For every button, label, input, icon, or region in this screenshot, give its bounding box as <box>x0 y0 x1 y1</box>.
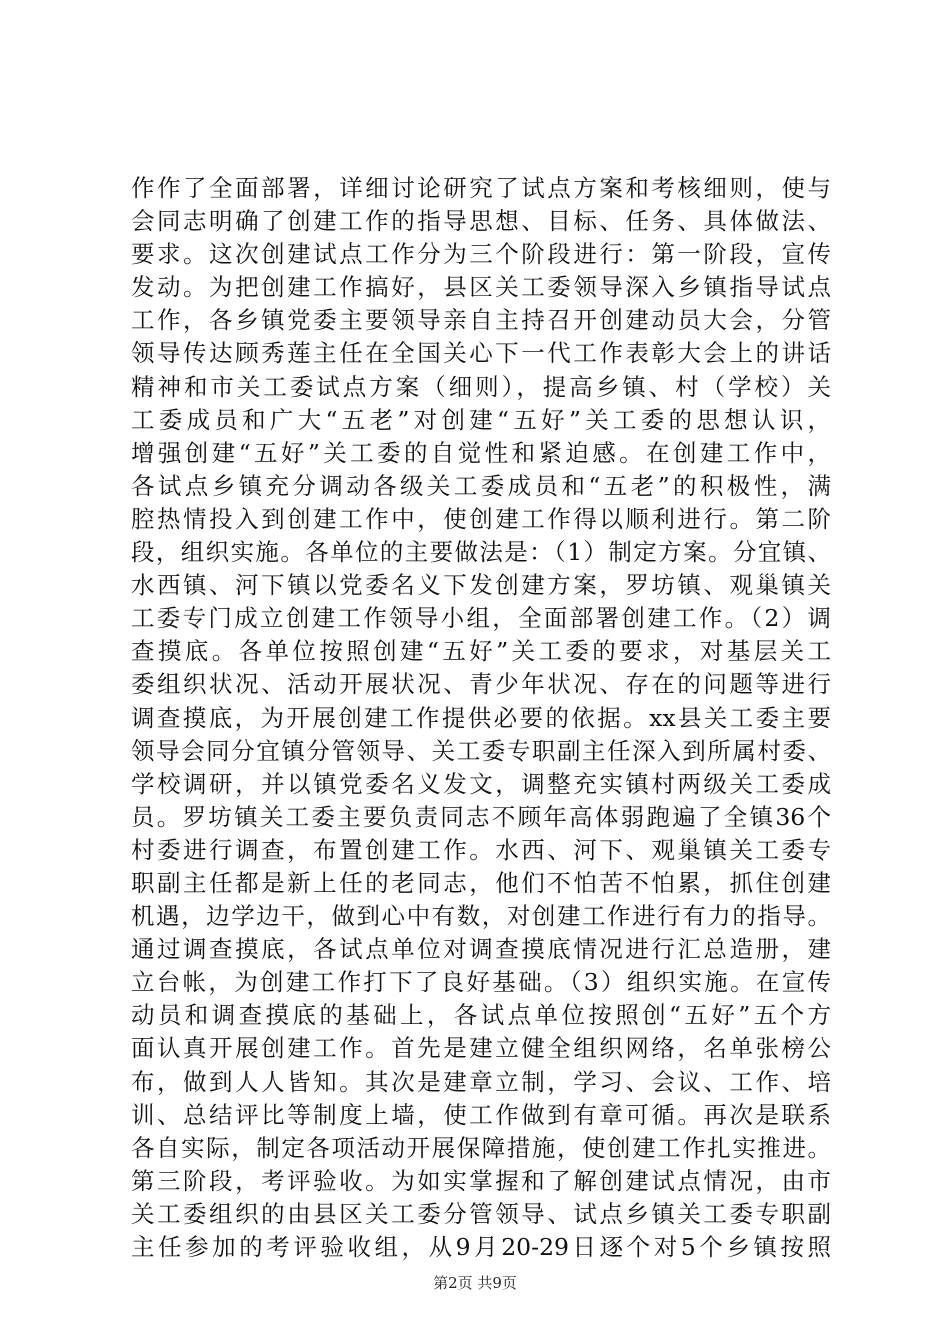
text-line: 机遇，边学边干，做到心中有数，对创建工作进行有力的指导。 <box>131 902 831 931</box>
text-line: 训、总结评比等制度上墙，使工作做到有章可循。再次是联系 <box>131 1100 831 1129</box>
text-line: 布，做到人人皆知。其次是建章立制，学习、会议、工作、培 <box>131 1067 831 1096</box>
text-line: 各试点乡镇充分调动各级关工委成员和“五老”的积极性，满 <box>131 471 831 500</box>
text-line: 增强创建“五好”关工委的自觉性和紧迫感。在创建工作中， <box>131 438 831 467</box>
text-line: 立台帐，为创建工作打下了良好基础。（3）组织实施。在宣传 <box>131 968 831 997</box>
text-line: 精神和市关工委试点方案（细则），提高乡镇、村（学校）关 <box>131 372 831 401</box>
text-line: 段，组织实施。各单位的主要做法是：（1）制定方案。分宜镇、 <box>131 538 831 567</box>
text-line: 面认真开展创建工作。首先是建立健全组织网络，名单张榜公 <box>131 1034 831 1063</box>
text-line: 动员和调查摸底的基础上，各试点单位按照创“五好”五个方 <box>131 1001 831 1030</box>
text-line: 职副主任都是新上任的老同志，他们不怕苦不怕累，抓住创建 <box>131 868 831 897</box>
body-text <box>131 172 831 1264</box>
text-line: 第三阶段，考评验收。为如实掌握和了解创建试点情况，由市 <box>131 1166 831 1195</box>
text-line: 学校调研，并以镇党委名义发文，调整充实镇村两级关工委成 <box>131 769 831 798</box>
text-line: 调查摸底，为开展创建工作提供必要的依据。xx县关工委主要 <box>131 703 831 732</box>
text-line: 各自实际，制定各项活动开展保障措施，使创建工作扎实推进。 <box>131 1133 831 1162</box>
text-line: 发动。为把创建工作搞好，县区关工委领导深入乡镇指导试点 <box>131 273 831 302</box>
text-line: 委组织状况、活动开展状况、青少年状况、存在的问题等进行 <box>131 670 831 699</box>
text-line: 会同志明确了创建工作的指导思想、目标、任务、具体做法、 <box>131 207 831 236</box>
page-footer: 第2页 共9页 <box>433 1274 517 1292</box>
text-line: 水西镇、河下镇以党委名义下发创建方案，罗坊镇、观巢镇关 <box>131 571 831 600</box>
text-line: 关工委组织的由县区关工委分管领导、试点乡镇关工委专职副 <box>131 1199 831 1228</box>
text-line: 员。罗坊镇关工委主要负责同志不顾年高体弱跑遍了全镇36个 <box>131 802 831 831</box>
text-line: 工委成员和广大“五老”对创建“五好”关工委的思想认识， <box>131 405 831 434</box>
text-line: 村委进行调查，布置创建工作。水西、河下、观巢镇关工委专 <box>131 835 831 864</box>
text-line: 腔热情投入到创建工作中，使创建工作得以顺利进行。第二阶 <box>131 504 831 533</box>
text-line: 主任参加的考评验收组，从9月20-29日逐个对5个乡镇按照 <box>131 1233 831 1261</box>
text-line: 要求。这次创建试点工作分为三个阶段进行：第一阶段，宣传 <box>131 240 831 269</box>
text-line: 工作，各乡镇党委主要领导亲自主持召开创建动员大会，分管 <box>131 306 831 335</box>
text-line: 工委专门成立创建工作领导小组，全面部署创建工作。（2）调 <box>131 604 831 633</box>
text-line: 作作了全面部署，详细讨论研究了试点方案和考核细则，使与 <box>131 174 831 202</box>
text-line: 查摸底。各单位按照创建“五好”关工委的要求，对基层关工 <box>131 637 831 666</box>
text-line: 通过调查摸底，各试点单位对调查摸底情况进行汇总造册，建 <box>131 935 831 964</box>
text-line: 领导传达顾秀莲主任在全国关心下一代工作表彰大会上的讲话 <box>131 339 831 368</box>
text-line: 领导会同分宜镇分管领导、关工委专职副主任深入到所属村委、 <box>131 736 831 765</box>
